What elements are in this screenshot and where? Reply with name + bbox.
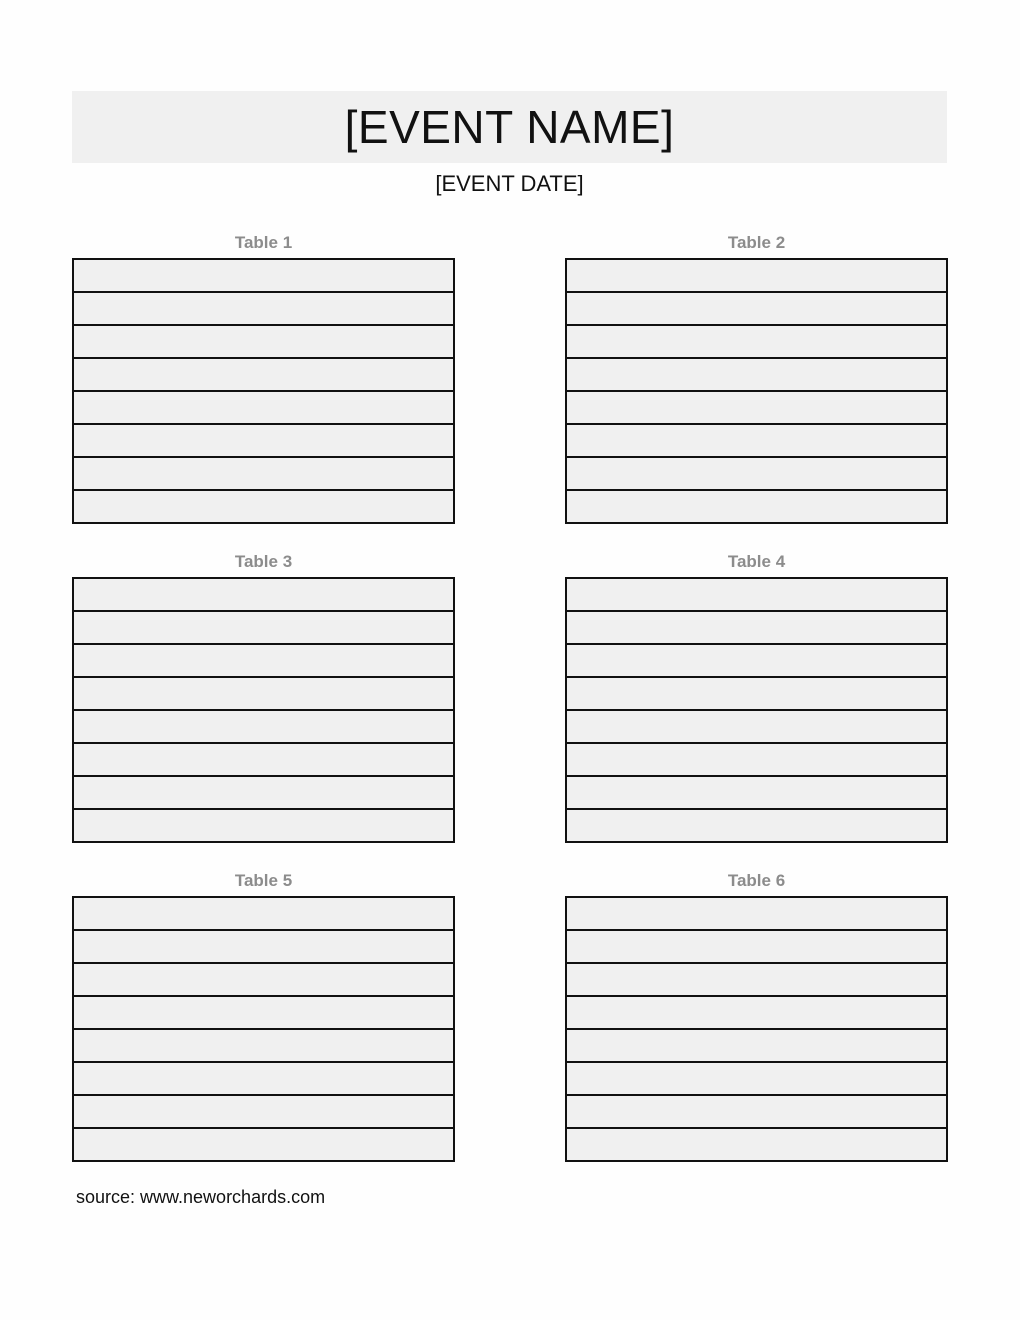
- seat-row[interactable]: [74, 997, 453, 1030]
- event-date: [EVENT DATE]: [435, 171, 584, 196]
- seat-row[interactable]: [74, 458, 453, 491]
- seat-row[interactable]: [74, 425, 453, 458]
- seat-row[interactable]: [74, 898, 453, 931]
- table-block-3: [72, 552, 455, 843]
- seat-row[interactable]: [567, 997, 946, 1030]
- seat-row[interactable]: [567, 1030, 946, 1063]
- seat-row[interactable]: [567, 326, 946, 359]
- table-block-1: [72, 233, 455, 524]
- seat-row[interactable]: [567, 612, 946, 645]
- title-bar: [72, 91, 947, 163]
- seat-list: [72, 258, 455, 524]
- table-label: Table 3: [234, 552, 293, 571]
- seat-row[interactable]: [74, 392, 453, 425]
- seat-row[interactable]: [74, 1129, 453, 1162]
- seat-row[interactable]: [567, 645, 946, 678]
- seat-list: [72, 577, 455, 843]
- table-label: Table 5: [234, 871, 293, 890]
- seat-row[interactable]: [74, 678, 453, 711]
- seat-list: [565, 258, 948, 524]
- seat-list: [565, 896, 948, 1162]
- seat-row[interactable]: [74, 1030, 453, 1063]
- table-label: Table 4: [727, 552, 786, 571]
- seat-list: [565, 577, 948, 843]
- seat-row[interactable]: [567, 579, 946, 612]
- seat-row[interactable]: [567, 1063, 946, 1096]
- table-block-4: [565, 552, 948, 843]
- seat-row[interactable]: [74, 326, 453, 359]
- table-label: Table 1: [234, 233, 293, 252]
- table-label: Table 2: [727, 233, 786, 252]
- seat-row[interactable]: [567, 1129, 946, 1162]
- seat-row[interactable]: [567, 964, 946, 997]
- seat-row[interactable]: [567, 711, 946, 744]
- seat-row[interactable]: [74, 612, 453, 645]
- seat-row[interactable]: [567, 678, 946, 711]
- seat-row[interactable]: [567, 744, 946, 777]
- table-block-6: [565, 871, 948, 1162]
- seat-row[interactable]: [74, 1096, 453, 1129]
- seat-row[interactable]: [567, 359, 946, 392]
- seat-row[interactable]: [567, 898, 946, 931]
- seat-row[interactable]: [74, 777, 453, 810]
- seat-row[interactable]: [74, 810, 453, 843]
- seat-row[interactable]: [74, 711, 453, 744]
- seat-row[interactable]: [74, 1063, 453, 1096]
- table-block-5: [72, 871, 455, 1162]
- seat-list: [72, 896, 455, 1162]
- seat-row[interactable]: [567, 293, 946, 326]
- seat-row[interactable]: [74, 293, 453, 326]
- event-name-title: [EVENT NAME]: [344, 101, 675, 153]
- seat-row[interactable]: [74, 579, 453, 612]
- seat-row[interactable]: [567, 458, 946, 491]
- seat-row[interactable]: [74, 744, 453, 777]
- seat-row[interactable]: [567, 777, 946, 810]
- seat-row[interactable]: [74, 645, 453, 678]
- seat-row[interactable]: [74, 964, 453, 997]
- seat-row[interactable]: [567, 260, 946, 293]
- seat-row[interactable]: [74, 931, 453, 964]
- seat-row[interactable]: [74, 260, 453, 293]
- seat-row[interactable]: [567, 425, 946, 458]
- seat-row[interactable]: [74, 359, 453, 392]
- seat-row[interactable]: [567, 1096, 946, 1129]
- table-label: Table 6: [727, 871, 786, 890]
- seat-row[interactable]: [74, 491, 453, 524]
- seat-row[interactable]: [567, 491, 946, 524]
- table-block-2: [565, 233, 948, 524]
- source-footer: source: www.neworchards.com: [76, 1187, 326, 1207]
- seat-row[interactable]: [567, 810, 946, 843]
- seat-row[interactable]: [567, 392, 946, 425]
- seat-row[interactable]: [567, 931, 946, 964]
